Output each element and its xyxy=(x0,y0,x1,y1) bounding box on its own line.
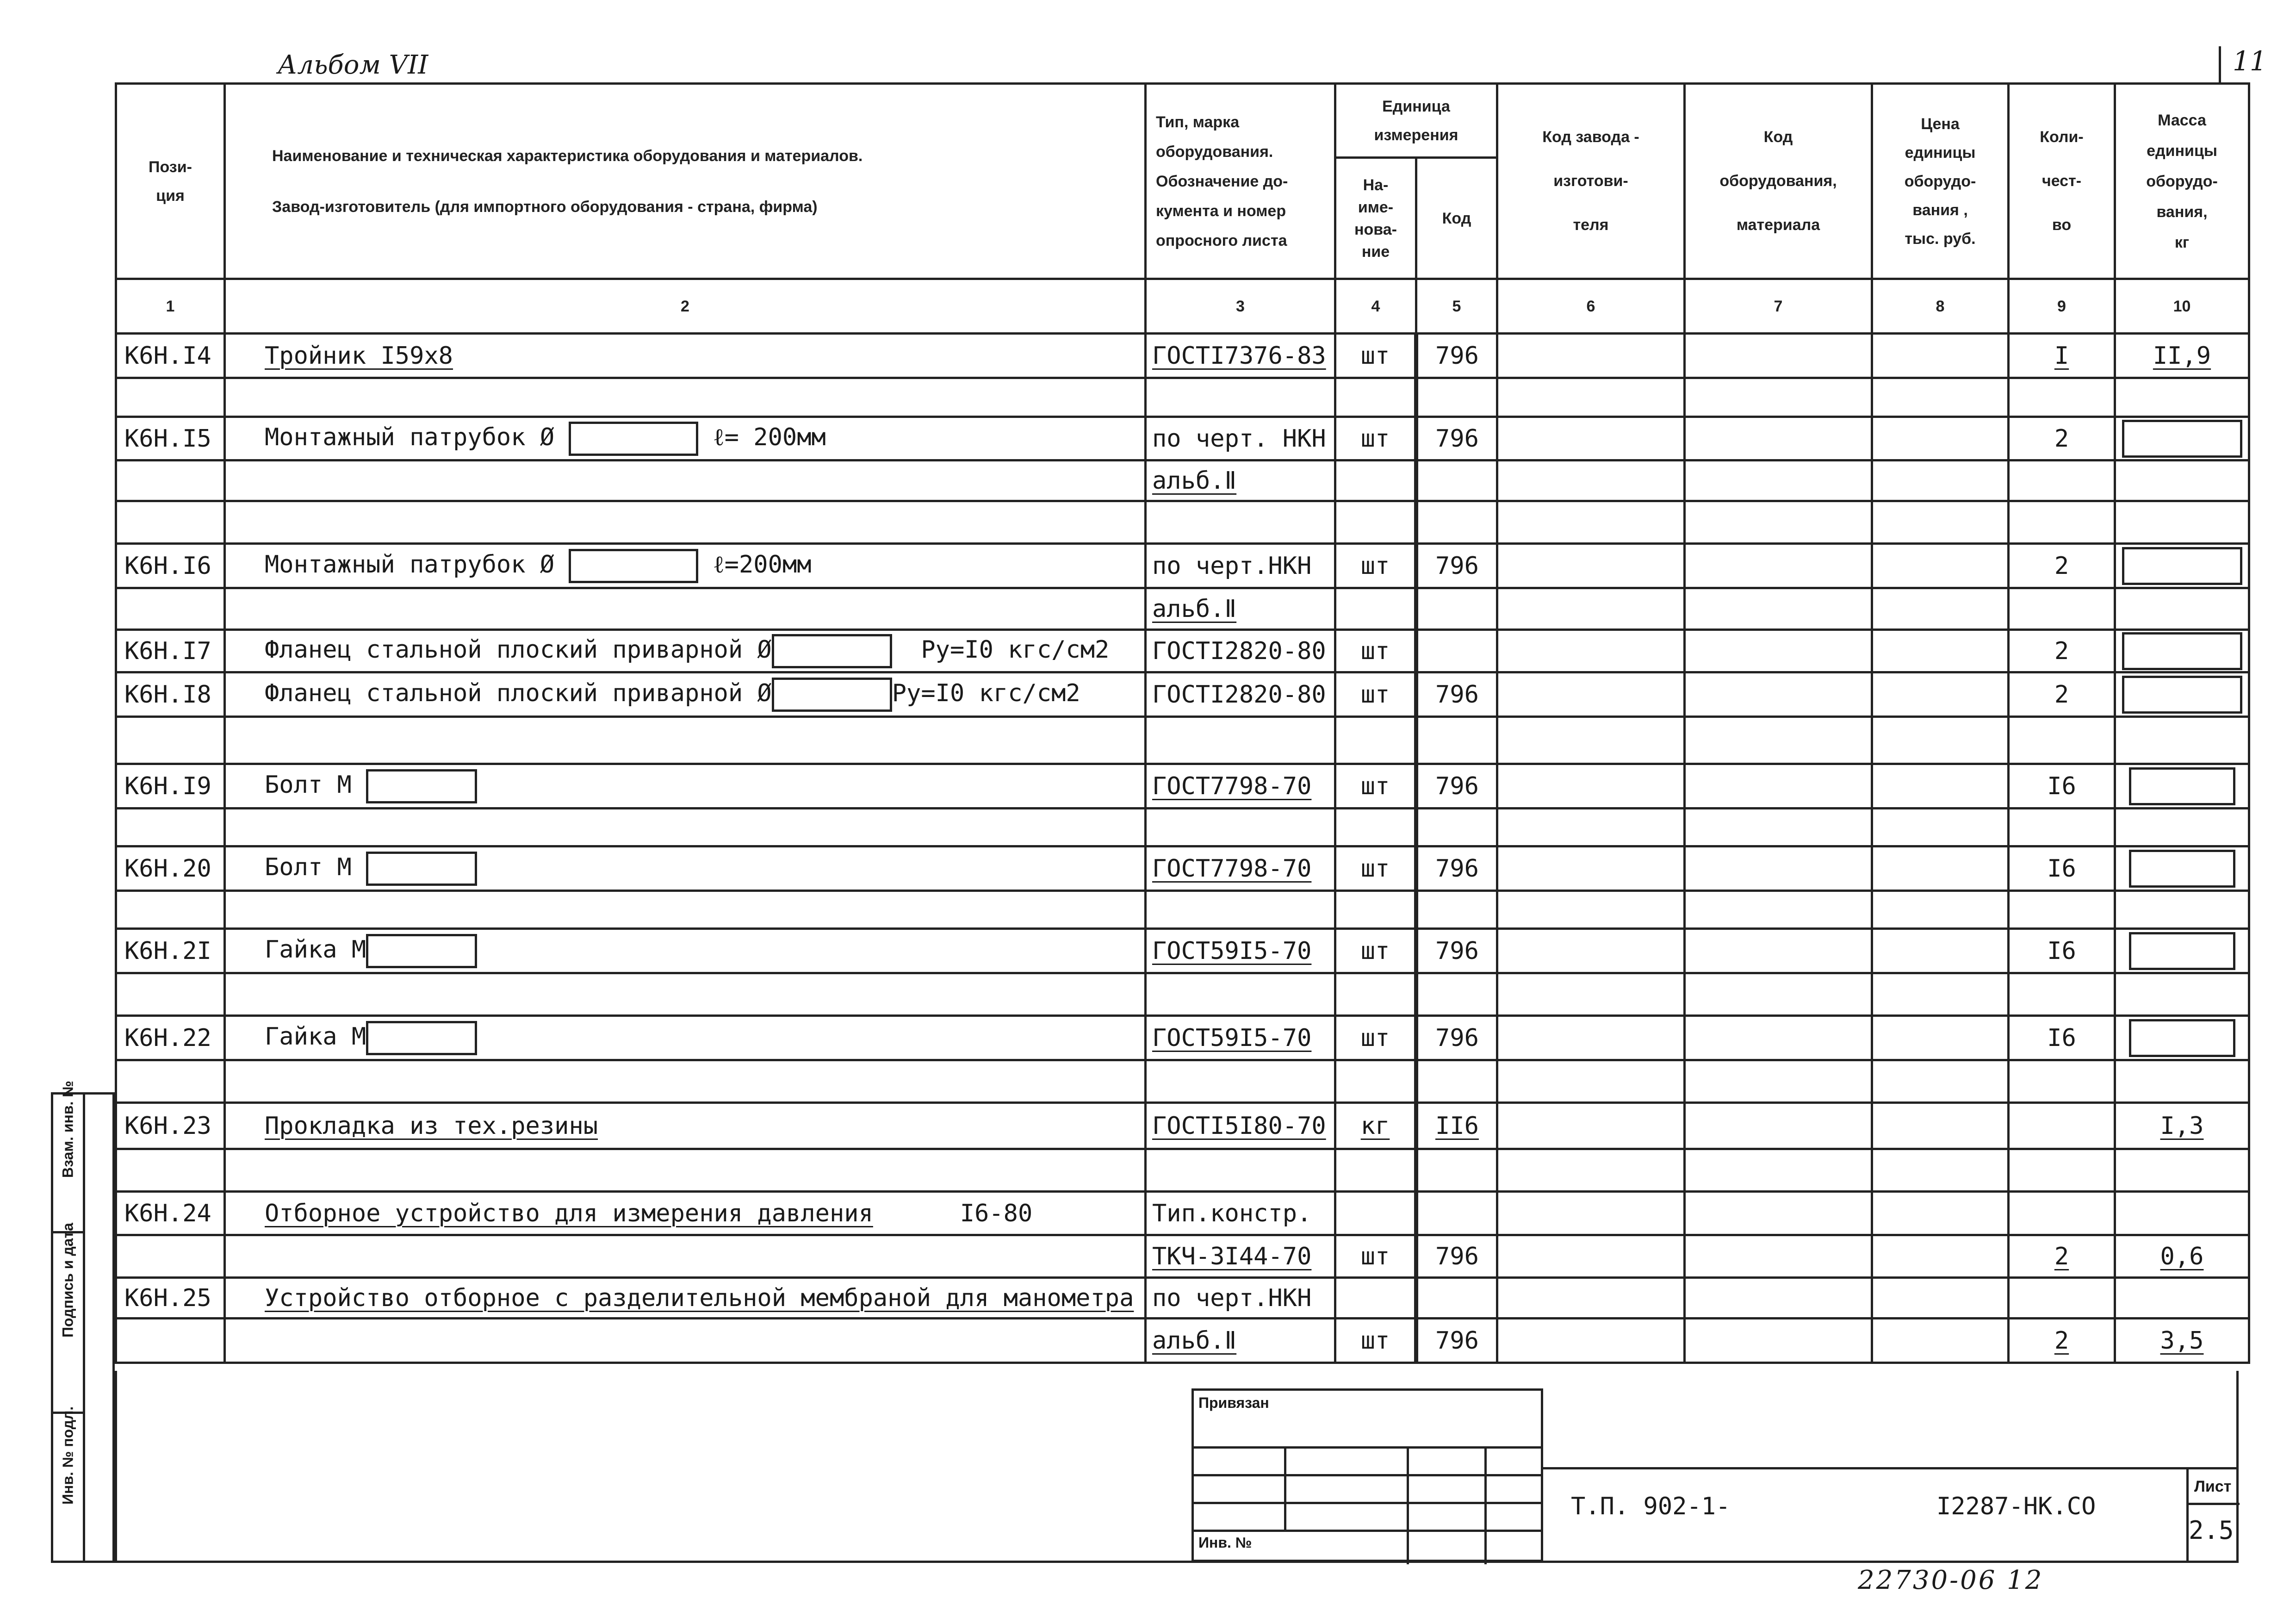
sheet-label: Лист xyxy=(2194,1478,2232,1495)
blank-mass-field xyxy=(2129,1019,2235,1057)
blank-diameter-field xyxy=(772,634,892,668)
cell-unit: шт xyxy=(1335,764,1416,809)
col-num: 7 xyxy=(1685,279,1872,334)
blank-mass-field xyxy=(2122,632,2242,670)
header-row xyxy=(116,84,2249,158)
cell-unit: шт xyxy=(1335,672,1416,717)
cell-mass: 0,6 xyxy=(2115,1235,2249,1278)
archive-number: 22730-06 12 xyxy=(1858,1565,2044,1595)
cell-unit: шт xyxy=(1335,417,1416,460)
cell-doc: альб.Ⅱ xyxy=(1146,460,1335,501)
blank-mass-field xyxy=(2122,420,2242,458)
table-row xyxy=(116,334,2249,378)
cell-code: 796 xyxy=(1416,1016,1497,1060)
cell-doc: ТКЧ-3I44-70 xyxy=(1146,1235,1335,1278)
header-unit-code: Код xyxy=(1416,158,1497,279)
cell-unit: шт xyxy=(1335,1016,1416,1060)
cell-doc: ГОСТI7376-83 xyxy=(1146,334,1335,378)
cell-name: Монтажный патрубок Ø ℓ= 200мм xyxy=(225,417,1146,460)
cell-code xyxy=(1416,630,1497,672)
cell-position: К6Н.I5 xyxy=(116,417,225,460)
cell-doc: ГОСТI2820-80 xyxy=(1146,672,1335,717)
cell-unit: шт xyxy=(1335,334,1416,378)
cell-doc: ГОСТI5I80-70 xyxy=(1146,1103,1335,1149)
col-num: 5 xyxy=(1416,279,1497,334)
cell-code: 796 xyxy=(1416,544,1497,588)
cell-doc: альб.Ⅱ xyxy=(1146,1319,1335,1363)
cell-mass: I,3 xyxy=(2115,1103,2249,1149)
cell-position: К6Н.2I xyxy=(116,929,225,973)
cell-name: Тройник I59х8 xyxy=(225,334,1146,378)
cell-code: 796 xyxy=(1416,764,1497,809)
cell-mass xyxy=(2115,764,2249,809)
cell-unit: шт xyxy=(1335,544,1416,588)
col-num: 2 xyxy=(225,279,1146,334)
cell-position: К6Н.I9 xyxy=(116,764,225,809)
cell-qty: 2 xyxy=(2009,1235,2115,1278)
cell-code: 796 xyxy=(1416,334,1497,378)
cell-name: Отборное устройство для измерения давления I6-80 xyxy=(225,1192,1146,1235)
cell-position: К6Н.I6 xyxy=(116,544,225,588)
cell-position: К6Н.I7 xyxy=(116,630,225,672)
cell-qty: 2 xyxy=(2009,672,2115,717)
cell-doc: ГОСТI2820-80 xyxy=(1146,630,1335,672)
table-row xyxy=(116,417,2249,460)
blank-diameter-field xyxy=(569,549,698,583)
cell-mass xyxy=(2115,417,2249,460)
header-qty: Коли- чест- во xyxy=(2009,84,2115,279)
cell-code: 796 xyxy=(1416,1235,1497,1278)
cell-name: Болт М xyxy=(225,764,1146,809)
album-label: Альбом VII xyxy=(278,50,428,80)
side-stamp xyxy=(51,1080,115,1563)
cell-mass xyxy=(2115,846,2249,891)
cell-name: Болт М xyxy=(225,846,1146,891)
cell-mass: II,9 xyxy=(2115,334,2249,378)
cell-qty: I6 xyxy=(2009,1016,2115,1060)
cell-name: Фланец стальной плоский приварной Ø Ру=I0 кгс/см2 xyxy=(225,630,1146,672)
cell-doc: ГОСТ7798-70 xyxy=(1146,846,1335,891)
project-number: Т.П. 902-1- xyxy=(1571,1493,1731,1520)
header-position: Пози- ция xyxy=(116,84,225,279)
col-num: 6 xyxy=(1497,279,1685,334)
cell-position: К6Н.22 xyxy=(116,1016,225,1060)
document-code: I2287-НК.СО xyxy=(1936,1493,2096,1520)
cell-doc: Тип.констр. xyxy=(1146,1192,1335,1235)
side-cell-original-inv: Инв. № подл. xyxy=(59,1406,76,1505)
page-mark-rule xyxy=(2219,46,2221,83)
cell-doc: альб.Ⅱ xyxy=(1146,588,1335,630)
cell-qty: 2 xyxy=(2009,417,2115,460)
binding-block xyxy=(1191,1388,1543,1562)
cell-doc: ГОСТ59I5-70 xyxy=(1146,1016,1335,1060)
col-num: 4 xyxy=(1335,279,1416,334)
cell-name: Гайка М xyxy=(225,1016,1146,1060)
cell-doc: ГОСТ59I5-70 xyxy=(1146,929,1335,973)
inventory-label: Инв. № xyxy=(1198,1534,1252,1551)
header-unit-name: На- име- нова- ние xyxy=(1335,158,1416,279)
sheet-box xyxy=(2186,1469,2239,1563)
cell-qty: 2 xyxy=(2009,1319,2115,1363)
cell-name: Фланец стальной плоский приварной Ø Ру=I0 кгс/см2 xyxy=(225,672,1146,717)
header-material-code: Код оборудования, материала xyxy=(1685,84,1872,279)
table-row xyxy=(116,929,2249,973)
cell-name: Гайка М xyxy=(225,929,1146,973)
table-row xyxy=(116,1235,2249,1278)
table-row xyxy=(116,764,2249,809)
blank-thread-field xyxy=(366,934,477,968)
specification-table xyxy=(115,82,2250,1364)
col-num: 3 xyxy=(1146,279,1335,334)
table-row xyxy=(116,1278,2249,1319)
cell-qty: 2 xyxy=(2009,630,2115,672)
cell-qty: I6 xyxy=(2009,846,2115,891)
cell-position: К6Н.I4 xyxy=(116,334,225,378)
blank-diameter-field xyxy=(772,678,892,712)
header-factory-code: Код завода - изготови- теля xyxy=(1497,84,1685,279)
cell-name: Устройство отборное с разделительной мембраной для манометра xyxy=(225,1278,1146,1319)
header-mass: Масса единицы оборудо- вания, кг xyxy=(2115,84,2249,279)
header-name: Наименование и техническая характеристика оборудования и материалов. Завод-изготовитель (для импортного оборудования - страна, фирма) xyxy=(225,84,1146,279)
cell-mass xyxy=(2115,929,2249,973)
cell-qty: I xyxy=(2009,334,2115,378)
cell-mass xyxy=(2115,630,2249,672)
cell-code: 796 xyxy=(1416,846,1497,891)
cell-unit: шт xyxy=(1335,929,1416,973)
cell-unit: шт xyxy=(1335,1319,1416,1363)
col-num: 1 xyxy=(116,279,225,334)
cell-position: К6Н.20 xyxy=(116,846,225,891)
cell-code: 796 xyxy=(1416,1319,1497,1363)
cell-unit: шт xyxy=(1335,846,1416,891)
table-row xyxy=(116,1319,2249,1363)
blank-mass-field xyxy=(2129,850,2235,888)
table-row xyxy=(116,1016,2249,1060)
header-price: Цена единицы оборудо- вания , тыс. руб. xyxy=(1872,84,2009,279)
cell-position: К6Н.25 xyxy=(116,1278,225,1319)
cell-mass: 3,5 xyxy=(2115,1319,2249,1363)
cell-qty: I6 xyxy=(2009,764,2115,809)
cell-position: К6Н.I8 xyxy=(116,672,225,717)
blank-thread-field xyxy=(366,1021,477,1055)
side-cell-signature-date: Подпись и дата xyxy=(53,1233,83,1414)
table-row xyxy=(116,630,2249,672)
blank-thread-field xyxy=(366,769,477,803)
cell-name: Прокладка из тех.резины xyxy=(225,1103,1146,1149)
col-num: 10 xyxy=(2115,279,2249,334)
table-row xyxy=(116,846,2249,891)
header-doc: Тип, марка оборудования. Обозначение до- кумента и номер опросного листа xyxy=(1146,84,1335,279)
blank-thread-field xyxy=(366,852,477,886)
sheet-number: 2.5 xyxy=(2189,1516,2234,1545)
blank-mass-field xyxy=(2122,676,2242,714)
cell-name: Монтажный патрубок Ø ℓ=200мм xyxy=(225,544,1146,588)
column-number-row xyxy=(116,279,2249,334)
cell-mass xyxy=(2115,1016,2249,1060)
cell-doc: по черт. НКН xyxy=(1146,417,1335,460)
blank-mass-field xyxy=(2122,547,2242,585)
cell-qty: 2 xyxy=(2009,544,2115,588)
cell-doc: по черт.НКН xyxy=(1146,1278,1335,1319)
blank-mass-field xyxy=(2129,767,2235,805)
side-cell-replace-inv: Взам. инв. № xyxy=(53,1095,83,1233)
cell-code: II6 xyxy=(1416,1103,1497,1149)
cell-mass xyxy=(2115,672,2249,717)
blank-mass-field xyxy=(2129,932,2235,970)
cell-unit: кг xyxy=(1335,1103,1416,1149)
cell-code: 796 xyxy=(1416,672,1497,717)
page-mark: 11 xyxy=(2233,45,2267,77)
table-row xyxy=(116,672,2249,717)
binding-label: Привязан xyxy=(1198,1394,1269,1411)
col-num: 8 xyxy=(1872,279,2009,334)
blank-diameter-field xyxy=(569,422,698,456)
table-row xyxy=(116,1192,2249,1235)
cell-code: 796 xyxy=(1416,929,1497,973)
cell-position: К6Н.24 xyxy=(116,1192,225,1235)
col-num: 9 xyxy=(2009,279,2115,334)
cell-doc: ГОСТ7798-70 xyxy=(1146,764,1335,809)
cell-position: К6Н.23 xyxy=(116,1103,225,1149)
cell-qty: I6 xyxy=(2009,929,2115,973)
cell-code: 796 xyxy=(1416,417,1497,460)
cell-qty xyxy=(2009,1103,2115,1149)
cell-unit: шт xyxy=(1335,630,1416,672)
table-row xyxy=(116,544,2249,588)
table-row xyxy=(116,1103,2249,1149)
header-unit-group: Единица измерения xyxy=(1335,84,1497,158)
cell-unit: шт xyxy=(1335,1235,1416,1278)
cell-mass xyxy=(2115,544,2249,588)
cell-doc: по черт.НКН xyxy=(1146,544,1335,588)
